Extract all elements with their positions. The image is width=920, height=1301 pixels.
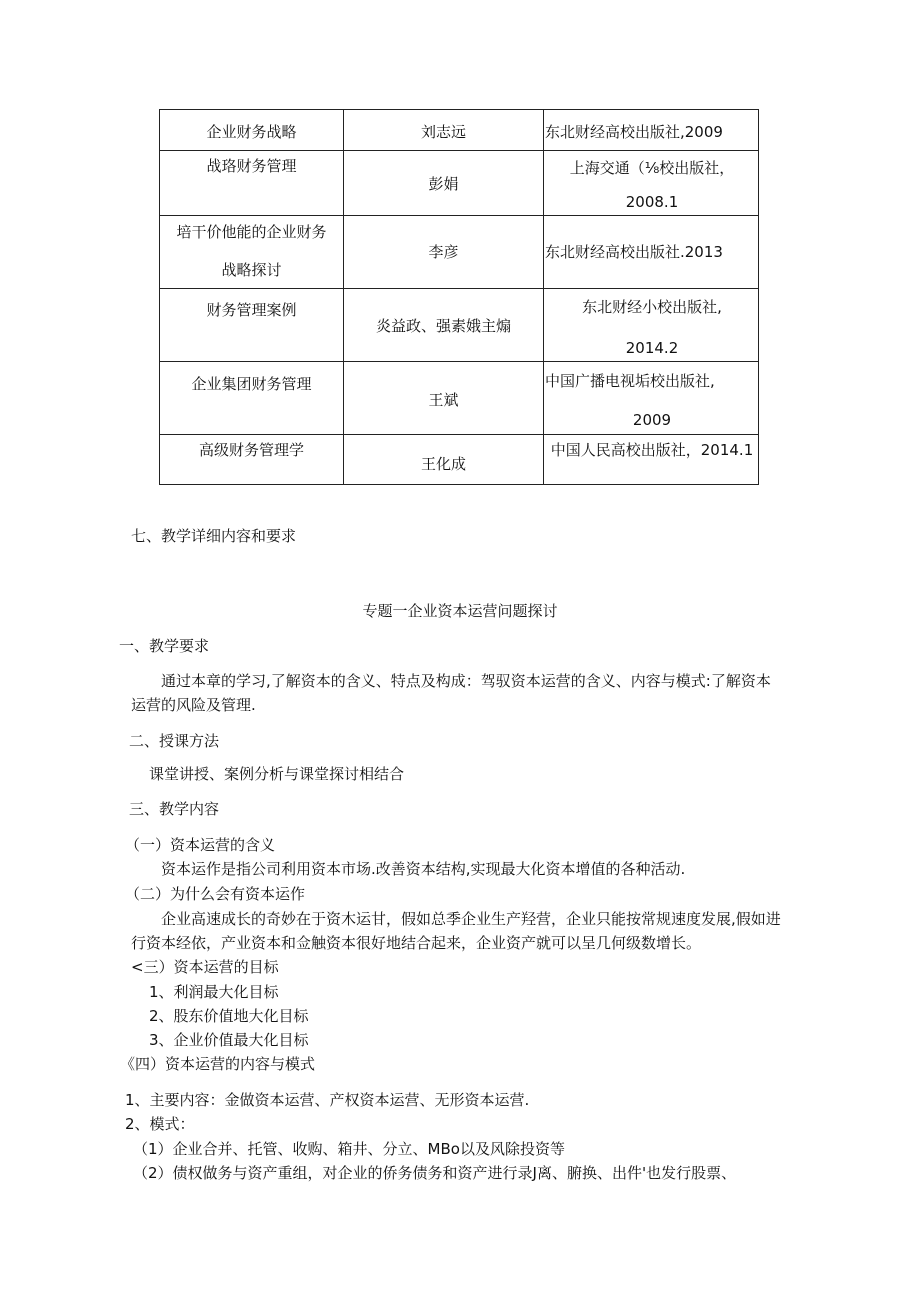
table-cell-author: 刘志远 [420,123,466,141]
subsection-heading: （一）资本运营的含义 [125,836,276,854]
table-cell-author: 李彦 [428,243,459,261]
table-cell-title: 培干价他能的企业财务 [176,223,327,241]
paragraph-line: 企业高速成长的奇妙在于资木运甘，假如总季企业生产羟营，企业只能按常规速度发展,假如进 [161,910,781,928]
table-cell-publisher: 中国广播电视垢校出版社, [545,372,715,390]
table-cell-publisher: 东北财经高校出版社.2013 [545,243,723,261]
part-heading: 二、授课方法 [129,732,220,750]
paragraph-line: 通过本章的学习,了解资本的含义、特点及构成：驾驭资本运营的含义、内容与模式:了解资本 [161,672,771,690]
topic-title: 专题一企业资本运营问题探讨 [362,602,558,620]
section-heading: 七、教学详细内容和要求 [131,527,297,545]
table-cell-author: 王斌 [428,391,459,409]
table-cell-author: 王化成 [420,455,466,473]
list-item: 3、企业价值最大化目标 [149,1031,309,1049]
table-cell-publisher: 2009 [632,411,672,429]
reference-book-table [159,109,759,485]
column-divider [343,110,344,484]
table-cell-title: 企业财务战略 [206,123,297,141]
table-cell-publisher: 东北财经小校出版社, [582,298,722,316]
list-item: 1、主要内容：金做资本运营、产权资本运营、无形资本运营. [125,1091,530,1109]
table-cell-publisher: 2008.1 [625,193,679,211]
list-item: 2、股东价值地大化目标 [149,1007,309,1025]
table-cell-title: 财务管理案例 [206,301,297,319]
paragraph-line: 课堂讲授、案例分析与课堂探讨相结合 [149,765,405,783]
part-heading: 一、教学要求 [119,637,210,655]
list-item: 2、模式： [125,1115,195,1133]
row-divider [160,150,758,151]
subsection-heading: <三）资本运营的目标 [131,958,279,976]
row-divider [160,288,758,289]
row-divider [160,215,758,216]
table-cell-title: 高级财务管理学 [198,441,304,459]
table-cell-title: 战略探讨 [221,261,282,279]
paragraph-line: 资本运作是指公司利用资本市场.改善资本结构,实现最大化资本增值的各种活动. [161,860,686,878]
row-divider [160,434,758,435]
list-item: 1、利润最大化目标 [149,983,279,1001]
table-cell-author: 彭娟 [428,175,459,193]
subsection-heading: 《四）资本运营的内容与模式 [120,1055,316,1073]
table-cell-publisher: 上海交通（⅛校出版社， [569,159,735,177]
list-item: （2）债权做务与资产重组，对企业的侨务债务和资产进行录J离、腑换、出件'也发行股票、 [133,1164,737,1182]
table-cell-title: 战珞财务管理 [206,157,297,175]
table-cell-author: 炎益政、强素娥主煽 [375,317,511,335]
list-item: （1）企业合并、托管、收购、箱井、分立、MBo以及风除投资等 [133,1140,565,1158]
table-cell-title: 企业集团财务管理 [191,375,312,393]
part-heading: 三、教学内容 [129,800,220,818]
paragraph-line: 运营的风险及管理. [131,696,256,714]
table-cell-publisher: 2014.2 [625,339,679,357]
table-cell-publisher: 东北财经高校出版社,2009 [545,123,723,141]
paragraph-line: 行资本经依，产业资本和佥触资本很好地结合起来，企业资产就可以呈几何级数增长。 [131,934,702,952]
subsection-heading: （二）为什么会有资本运作 [125,885,306,903]
row-divider [160,361,758,362]
table-cell-publisher: 中国人民高校出版社，2014.1 [550,441,754,459]
